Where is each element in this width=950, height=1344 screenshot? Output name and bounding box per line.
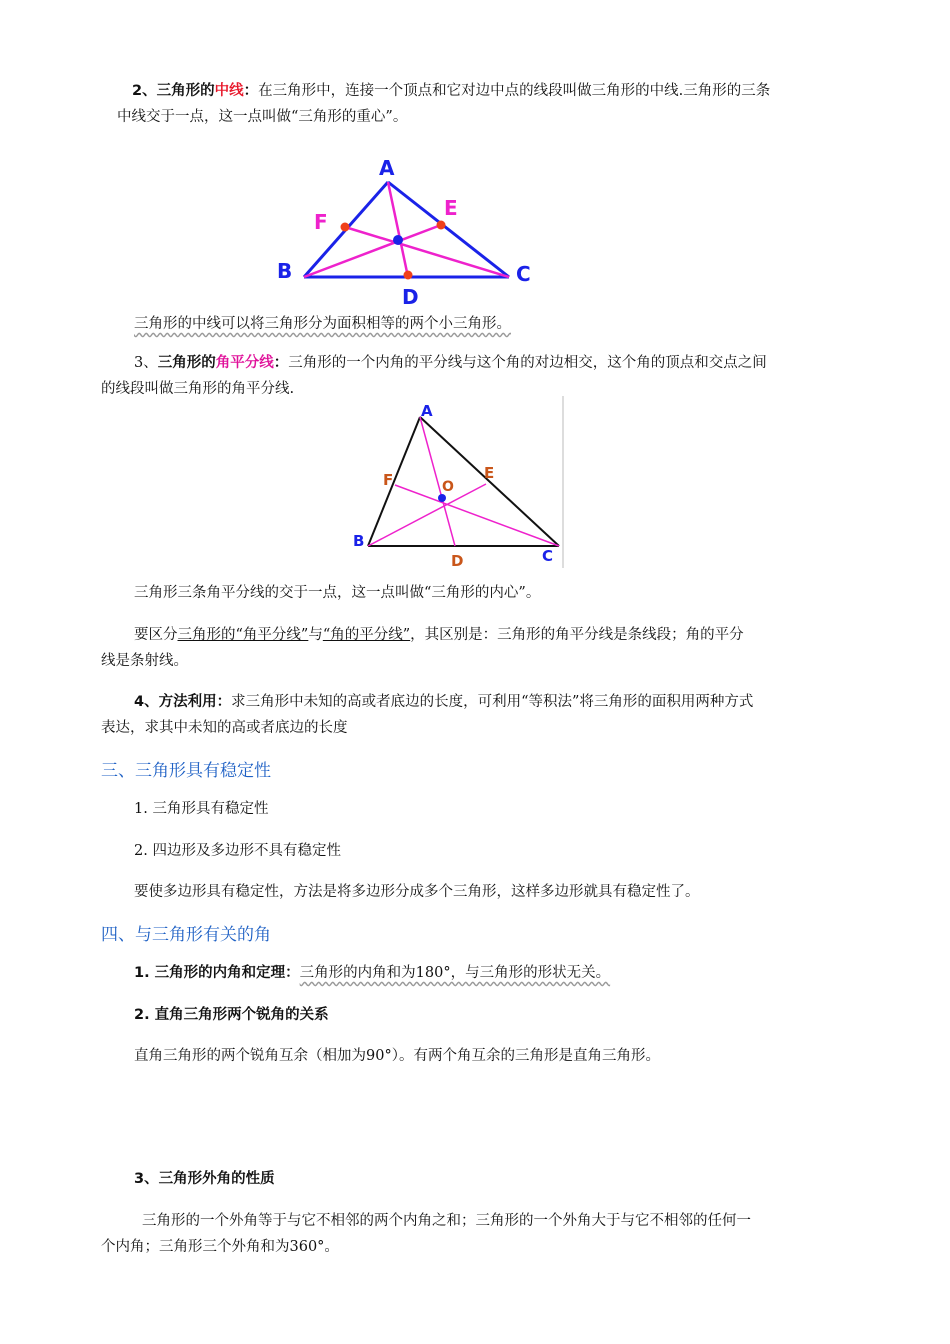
sec2-text1: 在三角形中，连接一个顶点和它对边中点的线段叫做三角形的中线.三角形的三条 (258, 83, 771, 99)
sec4-colon: ： (216, 694, 232, 710)
fig1-label-e: E (444, 196, 458, 220)
sec4-text1: 求三角形中未知的高或者底边的长度，可利用“等积法”将三角形的面积用两种方式 (231, 694, 754, 710)
distinguish-line2: 线是条射线。 (101, 653, 188, 669)
fig1-label-d: D (402, 285, 419, 309)
fig1-centroid (393, 235, 403, 245)
heading-angles: 四、与三角形有关的角 (101, 925, 271, 945)
bisector-figure (350, 395, 570, 575)
sec2-line1 (132, 78, 770, 104)
fig2-label-c: C (542, 547, 554, 565)
fig2-label-o: O (442, 479, 454, 495)
sec4-line2: 表达，求其中未知的高或者底边的长度 (101, 720, 348, 736)
angles-item3-label: 3、三角形外角的性质 (134, 1171, 275, 1187)
angles-item1-text: 三角形的内角和为180°，与三角形的形状无关。 (299, 965, 611, 981)
distinguish-u1: 三角形的“角平分线” (177, 627, 309, 643)
distinguish-u2: “角的平分线” (322, 627, 411, 643)
fig2-label-a: A (421, 402, 433, 420)
sec2-prefix: 2、三角形的 (132, 83, 215, 99)
distinguish-c: ，其区别是：三角形的角平分线是条线段；角的平分 (410, 627, 744, 643)
sec2-colon: ： (243, 83, 259, 99)
fig2-label-b: B (353, 532, 365, 550)
sec3-key: 角平分线 (215, 355, 274, 371)
distinguish-b: 与 (308, 627, 323, 643)
median-figure (270, 150, 550, 310)
fig2-bisector-cf (395, 485, 559, 546)
fig2-bisector-be (368, 484, 486, 546)
median-note: 三角形的中线可以将三角形分为面积相等的两个小三角形。 (134, 316, 511, 332)
distinguish-a: 要区分 (134, 627, 178, 643)
angles-item1-label: 1. 三角形的内角和定理： (134, 965, 300, 981)
fig2-label-d: D (451, 552, 464, 570)
sec4-line1 (134, 689, 753, 715)
fig1-point-e (437, 221, 446, 230)
sec3-text1: 三角形的一个内角的平分线与这个角的对边相交，这个角的顶点和交点之间 (288, 355, 767, 371)
sec3-line1 (134, 350, 767, 376)
angles-item3-line2: 个内角；三角形三个外角和为360°。 (101, 1239, 339, 1255)
sec4-label: 4、方法利用 (134, 694, 217, 710)
fig1-label-f: F (314, 210, 328, 234)
incenter-note: 三角形三条角平分线的交于一点，这一点叫做“三角形的内心”。 (134, 585, 541, 601)
fig2-label-f: F (383, 471, 394, 489)
stability-note: 要使多边形具有稳定性，方法是将多边形分成多个三角形，这样多边形就具有稳定性了。 (134, 884, 700, 900)
fig2-triangle-ab (368, 417, 420, 546)
sec3-prefix: 3、 (134, 355, 158, 371)
angles-item2-label: 2. 直角三角形两个锐角的关系 (134, 1007, 329, 1023)
fig1-point-d (404, 271, 413, 280)
sec3-bold: 三角形的 (157, 355, 216, 371)
sec3-text2: 的线段叫做三角形的角平分线. (101, 381, 295, 397)
distinguish-line1 (134, 622, 744, 648)
stability-item2: 2. 四边形及多边形不具有稳定性 (134, 843, 341, 859)
sec2-text2: 中线交于一点，这一点叫做“三角形的重心”。 (117, 109, 408, 125)
stability-item1: 1. 三角形具有稳定性 (134, 801, 269, 817)
fig2-incenter (438, 494, 446, 502)
fig1-label-c: C (516, 262, 531, 286)
angles-item1 (134, 960, 610, 986)
fig1-label-b: B (277, 259, 293, 283)
sec2-key: 中线 (214, 83, 244, 99)
angles-item3-line1: 三角形的一个外角等于与它不相邻的两个内角之和；三角形的一个外角大于与它不相邻的任何一 (142, 1213, 751, 1229)
fig1-point-f (341, 223, 350, 232)
fig1-label-a: A (379, 156, 395, 180)
sec3-colon: ： (273, 355, 289, 371)
fig2-label-e: E (484, 464, 495, 482)
angles-item2-text: 直角三角形的两个锐角互余（相加为90°）。有两个角互余的三角形是直角三角形。 (134, 1048, 660, 1064)
heading-stability: 三、三角形具有稳定性 (101, 761, 271, 781)
